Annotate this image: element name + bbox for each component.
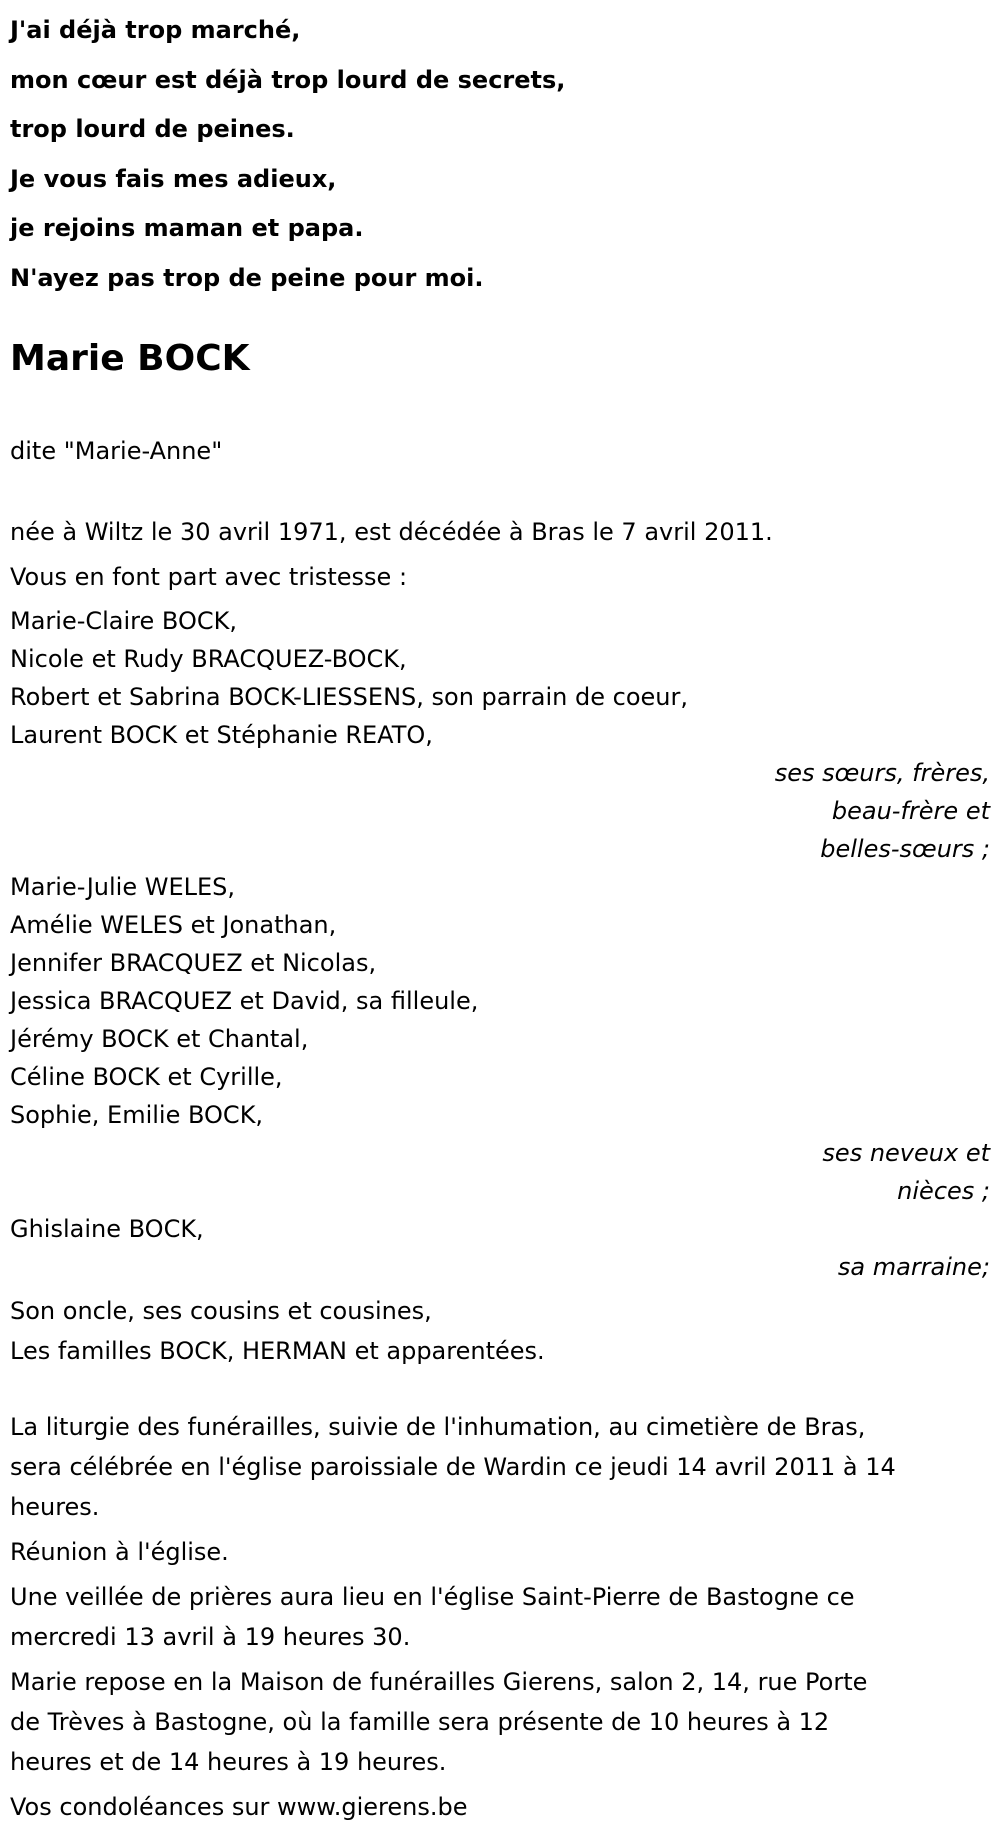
- rest-line: heures et de 14 heures à 19 heures.: [10, 1747, 447, 1776]
- deceased-nickname: dite "Marie-Anne": [10, 436, 223, 465]
- rest-block: [10, 1662, 990, 1782]
- poem-line: trop lourd de peines.: [10, 115, 295, 144]
- others-line: Son oncle, ses cousins et cousines,: [10, 1296, 432, 1325]
- obituary-page: [10, 0, 990, 1827]
- sibling-name: Nicole et Rudy BRACQUEZ-BOCK,: [10, 644, 407, 673]
- godmother-role: sa marraine;: [837, 1252, 990, 1281]
- poem-line: J'ai déjà trop marché,: [10, 16, 301, 44]
- deceased-name: Marie BOCK: [10, 337, 250, 379]
- nephew-name: Marie-Julie WELES,: [10, 872, 236, 901]
- nephew-name: Sophie, Emilie BOCK,: [10, 1100, 264, 1129]
- nephew-name: Céline BOCK et Cyrille,: [10, 1062, 283, 1091]
- others-line: Les familles BOCK, HERMAN et apparentées.: [10, 1336, 545, 1365]
- vigil-line: mercredi 13 avril à 19 heures 30.: [10, 1622, 411, 1651]
- liturgy-line: heures.: [10, 1492, 100, 1521]
- poem-line: je rejoins maman et papa.: [10, 214, 364, 243]
- nephews-role: [10, 1134, 990, 1210]
- sibling-name: Laurent BOCK et Stéphanie REATO,: [10, 720, 433, 749]
- meeting-note: Réunion à l'église.: [10, 1537, 229, 1566]
- liturgy-line: La liturgie des funérailles, suivie de l'inhumation, au cimetière de Bras,: [10, 1412, 866, 1441]
- rest-line: Marie repose en la Maison de funérailles Gierens, salon 2, 14, rue Porte: [10, 1667, 868, 1696]
- birth-death-line: née à Wiltz le 30 avril 1971, est décédée à Bras le 7 avril 2011.: [10, 517, 773, 546]
- role-line: beau-frère et: [831, 796, 990, 825]
- liturgy-line: sera célébrée en l'église paroissiale de Wardin ce jeudi 14 avril 2011 à 14: [10, 1452, 896, 1481]
- role-line: nièces ;: [897, 1176, 990, 1205]
- nephew-name: Jessica BRACQUEZ et David, sa filleule,: [10, 986, 479, 1015]
- role-line: ses neveux et: [822, 1138, 990, 1167]
- godmother-block: [10, 1210, 990, 1286]
- poem-line: N'ayez pas trop de peine pour moi.: [10, 263, 484, 292]
- vigil-line: Une veillée de prières aura lieu en l'église Saint-Pierre de Bastogne ce: [10, 1582, 855, 1611]
- sibling-name: Robert et Sabrina BOCK-LIESSENS, son parrain de coeur,: [10, 682, 688, 711]
- poem-line: Je vous fais mes adieux,: [10, 164, 337, 193]
- announcement-intro: Vous en font part avec tristesse :: [10, 562, 408, 591]
- godmother-name: Ghislaine BOCK,: [10, 1214, 204, 1243]
- vigil-block: [10, 1577, 990, 1657]
- nephew-name: Jennifer BRACQUEZ et Nicolas,: [10, 948, 377, 977]
- poem: [10, 6, 990, 304]
- siblings-block: [10, 602, 990, 868]
- sibling-name: Marie-Claire BOCK,: [10, 606, 237, 635]
- condolences-line: Vos condoléances sur www.gierens.be: [10, 1792, 468, 1821]
- others-block: [10, 1291, 990, 1371]
- rest-line: de Trèves à Bastogne, où la famille sera présente de 10 heures à 12: [10, 1707, 830, 1736]
- siblings-role: [10, 754, 990, 868]
- role-line: ses sœurs, frères,: [774, 758, 990, 787]
- nephew-name: Amélie WELES et Jonathan,: [10, 910, 337, 939]
- nephews-block: [10, 868, 990, 1210]
- poem-line: mon cœur est déjà trop lourd de secrets,: [10, 65, 566, 94]
- nephew-name: Jérémy BOCK et Chantal,: [10, 1024, 309, 1053]
- role-line: belles-sœurs ;: [820, 834, 990, 863]
- funeral-liturgy: [10, 1407, 990, 1527]
